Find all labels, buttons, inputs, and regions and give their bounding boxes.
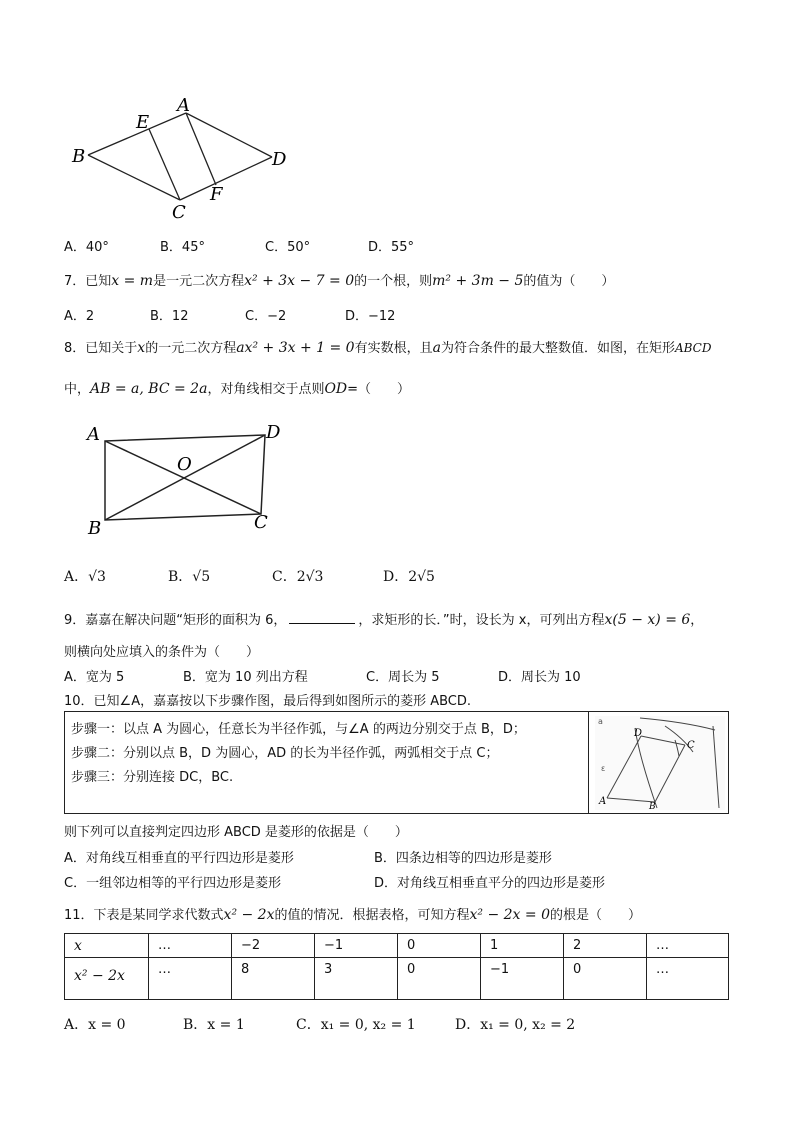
q10-construction-figure <box>595 716 725 810</box>
table-cell: 0 <box>564 958 647 1000</box>
q11-option-a[interactable]: A．x = 0 <box>64 1017 126 1033</box>
svg-text:a: a <box>598 717 603 726</box>
q7-condition: x = m <box>111 273 154 289</box>
q10-option-d[interactable]: D．对角线互相垂直平分的四边形是菱形 <box>374 876 606 891</box>
q8-option-b[interactable]: B．√5 <box>168 569 211 585</box>
q7-text-1: 7．已知 <box>64 274 112 289</box>
figure-rectangle <box>82 418 292 540</box>
q7-question <box>64 270 614 289</box>
q8-a: a <box>432 340 441 356</box>
label-a: A <box>177 95 190 116</box>
q11-text-3: 的根是（ ） <box>550 908 642 923</box>
q8-question-line2 <box>64 378 410 397</box>
q8-text-6: ，对角线相交于点则 <box>207 382 325 397</box>
label-d: D <box>272 149 287 170</box>
table-cell: … <box>647 934 729 958</box>
label-a: A <box>599 796 607 807</box>
q10-steps-box <box>64 711 729 814</box>
segment-ec <box>149 129 180 200</box>
q10-step-3: 步骤三：分别连接 DC，BC. <box>71 770 234 785</box>
q9-option-a[interactable]: A．宽为 5 <box>64 670 125 685</box>
q11-question <box>64 904 641 923</box>
q8-text-3: 有实数根，且 <box>354 341 433 356</box>
label-o: O <box>177 454 192 475</box>
q11-value-table <box>64 933 729 1000</box>
q8-text-7: =（ ） <box>347 382 411 397</box>
q11-equation: x² − 2x = 0 <box>469 907 550 923</box>
diagonal-bd <box>105 435 265 520</box>
q7-option-b[interactable]: B．12 <box>150 309 189 324</box>
figure-parallelogram <box>60 90 310 225</box>
q7-text-4: 的值为（ ） <box>523 274 615 289</box>
q7-option-a[interactable]: A．2 <box>64 309 95 324</box>
q8-equation: ax² + 3x + 1 = 0 <box>236 340 355 356</box>
q11-text-1: 11．下表是某同学求代数式 <box>64 908 224 923</box>
q11-option-c[interactable]: C．x₁ = 0, x₂ = 1 <box>296 1017 416 1033</box>
edge-ad <box>186 113 272 157</box>
q6-option-d[interactable]: D．55° <box>368 240 415 255</box>
q10-question: 10．已知∠A，嘉嘉按以下步骤作图，最后得到如图所示的菱形 ABCD. <box>64 694 472 709</box>
table-cell: 0 <box>398 934 481 958</box>
q11-expression: x² − 2x <box>223 907 275 923</box>
q9-option-c[interactable]: C．周长为 5 <box>366 670 440 685</box>
q9-blank <box>289 612 355 624</box>
q9-equation: x(5 − x) = 6 <box>604 612 691 628</box>
q11-option-d[interactable]: D．x₁ = 0, x₂ = 2 <box>455 1017 576 1033</box>
q6-option-a[interactable]: A．40° <box>64 240 109 255</box>
q8-od: OD <box>324 381 348 397</box>
edge-cb <box>88 155 180 200</box>
q10-step-1: 步骤一：以点 A 为圆心，任意长为半径作弧，与∠A 的两边分别交于点 B，D； <box>71 722 526 737</box>
table-cell: −1 <box>315 934 398 958</box>
table-cell: x² − 2x <box>65 958 149 1000</box>
q6-option-b[interactable]: B．45° <box>160 240 205 255</box>
q10-option-a[interactable]: A．对角线互相垂直的平行四边形是菱形 <box>64 851 294 866</box>
q10-step-2: 步骤二：分别以点 B，D 为圆心，AD 的长为半径作弧，两弧相交于点 C； <box>71 746 499 761</box>
table-row <box>65 958 729 1000</box>
q9-question-line1 <box>64 609 703 628</box>
q9-option-b[interactable]: B．宽为 10 列出方程 <box>183 670 308 685</box>
label-c: C <box>172 202 186 223</box>
table-cell: −2 <box>232 934 315 958</box>
table-cell: 8 <box>232 958 315 1000</box>
q8-text-1: 8．已知关于 <box>64 341 138 356</box>
table-cell: 2 <box>564 934 647 958</box>
q7-option-c[interactable]: C．−2 <box>245 309 287 324</box>
q8-var: x <box>137 340 146 356</box>
q8-rect-name: ABCD <box>674 341 712 355</box>
q9-text-2: ，求矩形的长．”时，设长为 x，可列出方程 <box>358 613 605 628</box>
label-d: D <box>634 728 643 739</box>
label-f: F <box>210 184 223 205</box>
q7-option-d[interactable]: D．−12 <box>345 309 396 324</box>
table-row <box>65 934 729 958</box>
q8-option-c[interactable]: C．2√3 <box>272 569 324 585</box>
svg-text:ε: ε <box>601 764 606 773</box>
table-cell: … <box>149 934 232 958</box>
table-cell: −1 <box>481 958 564 1000</box>
q7-text-3: 的一个根，则 <box>354 274 433 289</box>
segment-af <box>186 113 216 185</box>
table-cell: 0 <box>398 958 481 1000</box>
q8-text-2: 的一元二次方程 <box>145 341 237 356</box>
q8-sides: AB = a, BC = 2a <box>90 381 208 397</box>
label-e: E <box>136 112 150 133</box>
label-c: C <box>254 512 268 533</box>
label-b: B <box>649 802 656 810</box>
table-cell: … <box>647 958 729 1000</box>
q9-text-3: ， <box>690 613 704 628</box>
q8-option-a[interactable]: A．√3 <box>64 569 106 585</box>
table-cell: x <box>65 934 149 958</box>
label-a: A <box>87 424 100 445</box>
q10-option-c[interactable]: C．一组邻边相等的平行四边形是菱形 <box>64 876 282 891</box>
q8-question-line1 <box>64 337 711 356</box>
q8-option-d[interactable]: D．2√5 <box>383 569 435 585</box>
q8-text-5: 中， <box>64 382 91 397</box>
q7-equation: x² + 3x − 7 = 0 <box>244 273 355 289</box>
q9-option-d[interactable]: D．周长为 10 <box>498 670 581 685</box>
q8-text-4: 为符合条件的最大整数值．如图，在矩形 <box>440 341 675 356</box>
q6-option-c[interactable]: C．50° <box>265 240 311 255</box>
label-b: B <box>88 518 102 539</box>
q7-expression: m² + 3m − 5 <box>432 273 524 289</box>
q10-box-divider <box>588 712 589 813</box>
label-b: B <box>72 146 86 167</box>
q9-text-1: 9．嘉嘉在解决问题“矩形的面积为 6， <box>64 613 287 628</box>
table-cell: … <box>149 958 232 1000</box>
table-cell: 1 <box>481 934 564 958</box>
q10-option-b[interactable]: B．四条边相等的四边形是菱形 <box>374 851 552 866</box>
label-c: C <box>687 740 695 751</box>
q7-text-2: 是一元二次方程 <box>153 274 245 289</box>
label-d: D <box>266 422 281 443</box>
diagonal-ac <box>105 441 261 514</box>
q11-option-b[interactable]: B．x = 1 <box>183 1017 245 1033</box>
q9-question-line2: 则横向处应填入的条件为（ ） <box>64 645 260 660</box>
table-cell: 3 <box>315 958 398 1000</box>
edge-dc <box>180 157 272 200</box>
q11-text-2: 的值的情况．根据表格，可知方程 <box>274 908 470 923</box>
q10-after-text: 则下列可以直接判定四边形 ABCD 是菱形的依据是（ ） <box>64 825 408 840</box>
